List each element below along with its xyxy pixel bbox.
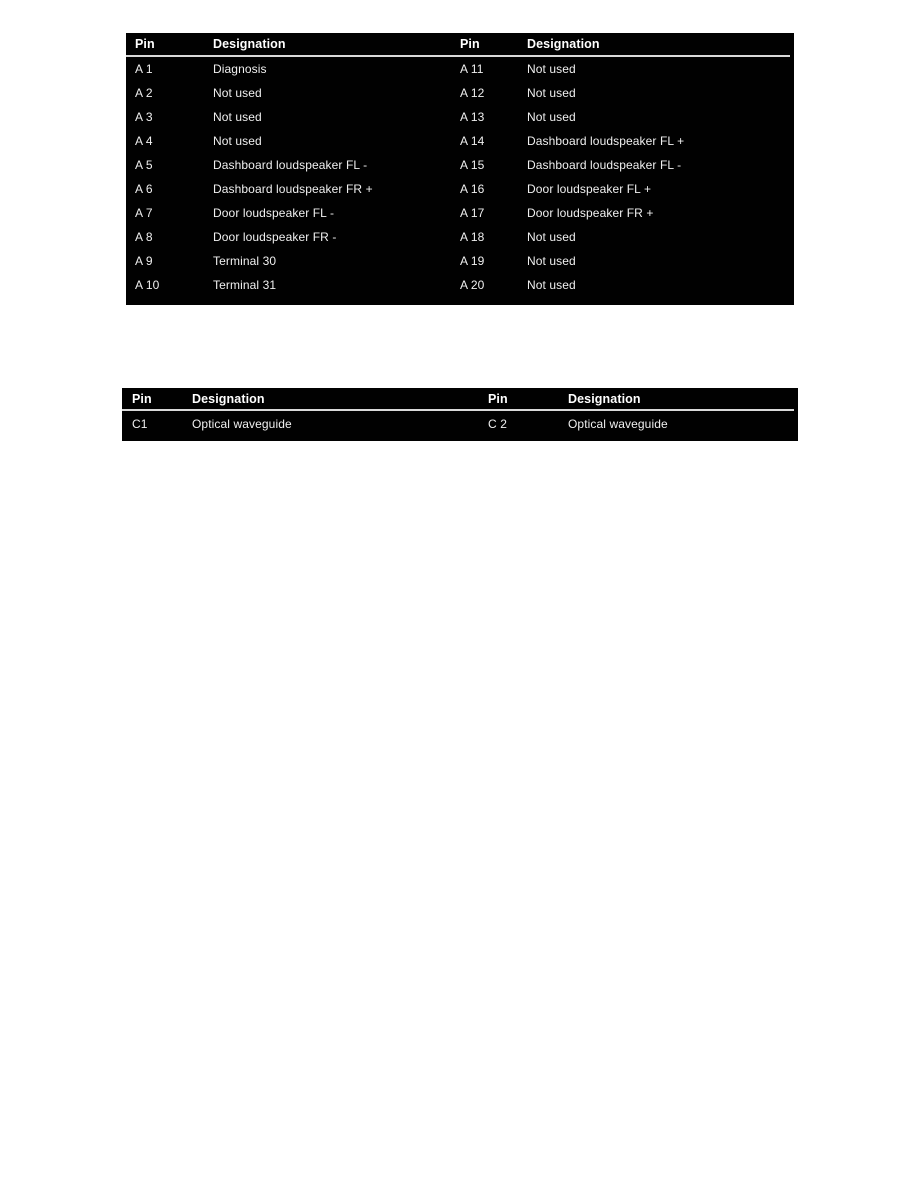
designation-cell: Not used (527, 278, 576, 292)
table-row (126, 57, 794, 81)
table-header-row (126, 33, 794, 55)
table-row (126, 129, 794, 153)
designation-cell: Terminal 31 (213, 278, 277, 292)
designation-cell: Not used (527, 86, 576, 100)
table-row (126, 273, 794, 297)
designation-cell: Door loudspeaker FL - (213, 206, 335, 220)
header-designation: Designation (192, 391, 265, 406)
designation-cell: Dashboard loudspeaker FL - (527, 158, 682, 172)
pin-cell: A 19 (460, 254, 485, 268)
table-row (122, 411, 798, 436)
table-row (126, 177, 794, 201)
header-designation: Designation (527, 37, 600, 51)
pin-cell: A 18 (460, 230, 485, 244)
designation-cell: Not used (213, 86, 262, 100)
designation-cell: Not used (213, 134, 262, 148)
pin-cell: A 8 (135, 230, 153, 244)
table-row (126, 153, 794, 177)
table-row (126, 81, 794, 105)
header-pin: Pin (132, 391, 152, 406)
pin-cell: A 7 (135, 206, 153, 220)
pin-cell: A 15 (460, 158, 485, 172)
header-designation: Designation (213, 37, 286, 51)
designation-cell: Door loudspeaker FL + (527, 182, 652, 196)
pin-cell: A 4 (135, 134, 153, 148)
pin-cell: A 1 (135, 62, 153, 76)
table-header-row (122, 388, 798, 409)
pin-table-connector-a (126, 33, 794, 305)
pin-cell: A 10 (135, 278, 160, 292)
designation-cell: Not used (213, 110, 262, 124)
pin-cell: A 12 (460, 86, 485, 100)
header-pin: Pin (135, 37, 155, 51)
table-row (126, 201, 794, 225)
pin-cell: C1 (132, 416, 148, 431)
designation-cell: Not used (527, 230, 576, 244)
designation-cell: Dashboard loudspeaker FR + (213, 182, 373, 196)
table-row (126, 249, 794, 273)
pin-cell: A 20 (460, 278, 485, 292)
designation-cell: Dashboard loudspeaker FL - (213, 158, 368, 172)
designation-cell: Terminal 30 (213, 254, 277, 268)
pin-table-connector-c (122, 388, 798, 441)
designation-cell: Door loudspeaker FR - (213, 230, 337, 244)
pin-cell: A 17 (460, 206, 485, 220)
pin-cell: A 11 (460, 62, 484, 76)
pin-cell: A 3 (135, 110, 153, 124)
header-designation: Designation (568, 391, 641, 406)
header-pin: Pin (460, 37, 480, 51)
designation-cell: Optical waveguide (192, 416, 292, 431)
pin-cell: A 6 (135, 182, 153, 196)
pin-cell: A 2 (135, 86, 153, 100)
designation-cell: Dashboard loudspeaker FL + (527, 134, 685, 148)
pin-cell: A 16 (460, 182, 485, 196)
pin-cell: A 14 (460, 134, 485, 148)
table-row (126, 105, 794, 129)
pin-cell: A 9 (135, 254, 153, 268)
table-row (126, 225, 794, 249)
designation-cell: Optical waveguide (568, 416, 668, 431)
designation-cell: Not used (527, 110, 576, 124)
designation-cell: Diagnosis (213, 62, 267, 76)
pin-cell: A 5 (135, 158, 153, 172)
designation-cell: Not used (527, 254, 576, 268)
designation-cell: Not used (527, 62, 576, 76)
header-pin: Pin (488, 391, 508, 406)
pin-cell: C 2 (488, 416, 507, 431)
pin-cell: A 13 (460, 110, 485, 124)
designation-cell: Door loudspeaker FR + (527, 206, 654, 220)
